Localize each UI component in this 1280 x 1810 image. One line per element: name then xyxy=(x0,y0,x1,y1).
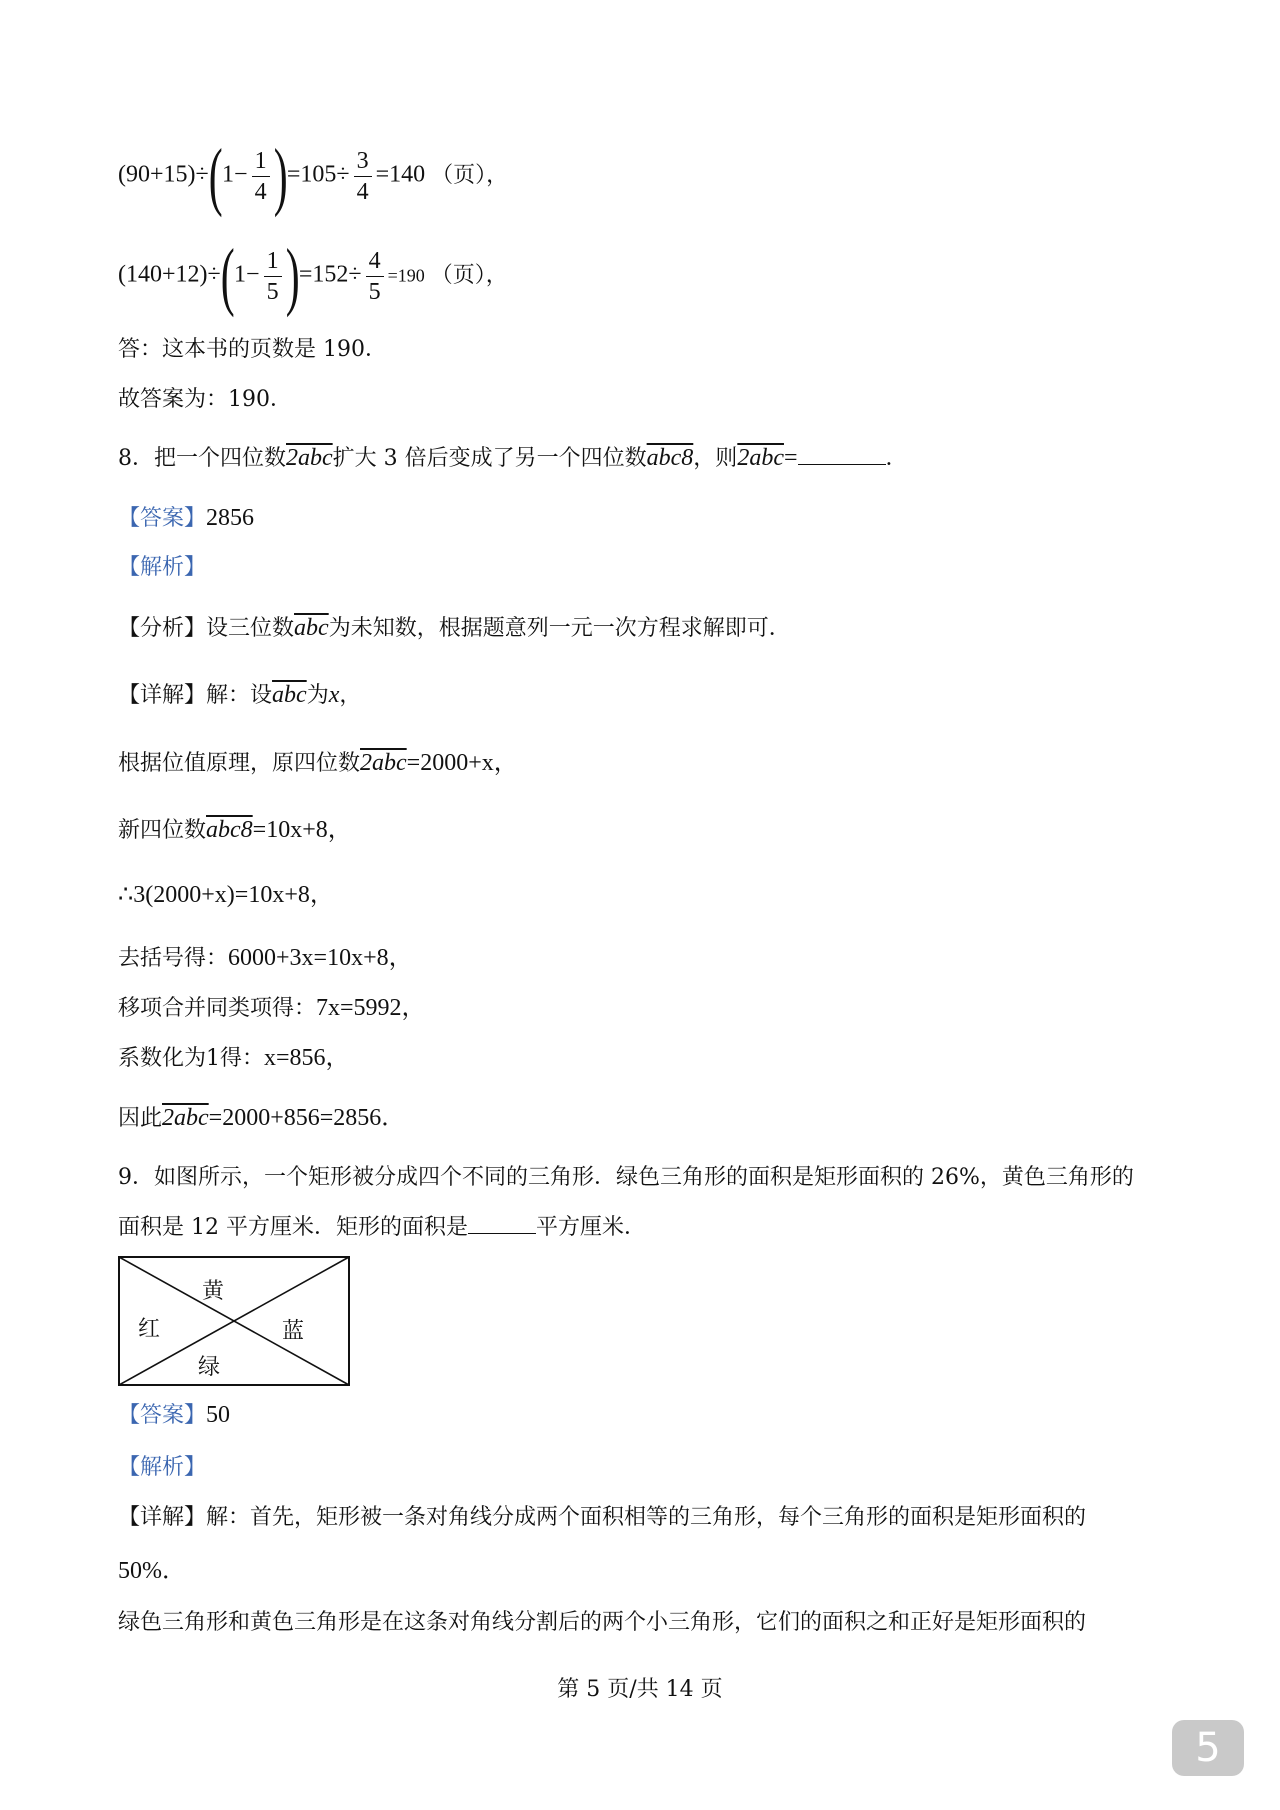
eq1-unit: （页）， xyxy=(431,161,509,187)
eq2-one: 1− xyxy=(234,261,260,288)
q8-step-7: 因此2abc=2000+856=2856． xyxy=(118,1105,406,1131)
question-9-line-1: 9．如图所示，一个矩形被分成四个不同的三角形．绿色三角形的面积是矩形面积的 26%，黄色三角形的 xyxy=(118,1165,1134,1190)
q8-step-4: 去括号得：6000+3x=10x+8， xyxy=(118,945,413,971)
rectangle-triangles-figure xyxy=(118,1256,350,1386)
overline-number: 2abc xyxy=(360,750,407,776)
answer-value: 2856 xyxy=(206,505,255,531)
paren-close: ) xyxy=(273,134,288,218)
overline-number: 2abc xyxy=(737,445,784,471)
fraction: $\frac{1}{5}$ xyxy=(264,246,282,307)
paren-close: ) xyxy=(285,234,300,318)
overline-number: 2abc xyxy=(162,1105,209,1131)
answer-blank xyxy=(798,444,886,465)
equation-1 xyxy=(118,134,509,218)
q9-detail-3: 绿色三角形和黄色三角形是在这条对角线分割后的两个小三角形，它们的面积之和正好是矩形面积的 xyxy=(118,1610,1087,1635)
fraction: $\frac{3}{4}$ xyxy=(354,146,372,207)
answer-line: 答：这本书的页数是 190． xyxy=(118,337,387,362)
overline-number: abc8 xyxy=(646,445,694,471)
eq2-mid: =152÷ xyxy=(298,261,362,288)
final-answer-line: 故答案为：190． xyxy=(118,387,292,412)
question-8: 8．把一个四位数2abc扩大 3 倍后变成了另一个四位数abc8，则2abc= ． xyxy=(118,445,908,471)
fenxi-tag: 【分析】 xyxy=(118,616,207,641)
q9-detail-2: 50%． xyxy=(118,1558,186,1584)
q9-analysis-tag: 【解析】 xyxy=(118,1455,207,1480)
q8-step-6: 系数化为1得：x=856， xyxy=(118,1045,350,1071)
eq2-left: (140+12)÷ xyxy=(118,261,221,288)
overline-number: $\overline{abc}$ xyxy=(294,615,329,641)
q8-step-3: ∴3(2000+x)=10x+8， xyxy=(118,882,334,908)
overline-number: $\overline{abc}$ xyxy=(272,682,307,708)
eq1-mid: =105÷ xyxy=(286,161,350,188)
eq1-one: 1− xyxy=(222,161,248,188)
page-number-badge[interactable]: 5 xyxy=(1172,1720,1244,1776)
label-red: 红 xyxy=(138,1317,161,1342)
detail-tag: 【详解】 xyxy=(118,1505,207,1530)
paren-open: ( xyxy=(220,234,235,318)
label-green: 绿 xyxy=(198,1355,221,1380)
equation-2 xyxy=(118,234,508,318)
label-yellow: 黄 xyxy=(202,1279,225,1304)
overline-number: abc8 xyxy=(206,817,253,843)
detail-tag: 【详解】 xyxy=(118,683,207,708)
eq1-left: (90+15)÷ xyxy=(118,161,209,188)
answer-tag: 【答案】 xyxy=(118,1403,207,1428)
fraction: $\frac{4}{5}$ xyxy=(366,246,384,307)
eq1-result: =140 xyxy=(375,161,426,188)
eq2-result: =190 xyxy=(387,265,425,286)
answer-blank xyxy=(468,1213,536,1234)
q9-detail-1: 【详解】解：首先，矩形被一条对角线分成两个面积相等的三角形，每个三角形的面积是矩形面积的 xyxy=(118,1505,1087,1530)
q8-step-5: 移项合并同类项得：7x=5992， xyxy=(118,995,426,1021)
label-blue: 蓝 xyxy=(282,1319,305,1344)
q8-step-1: 根据位值原理，原四位数2abc=2000+x， xyxy=(118,750,518,776)
paren-open: ( xyxy=(208,134,223,218)
q8-fenxi: 【分析】设三位数$\overline{abc}$为未知数，根据题意列一元一次方程求解即可． xyxy=(118,615,791,641)
eq2-unit: （页）， xyxy=(430,261,508,287)
question-9-line-2: 面积是 12 平方厘米．矩形的面积是 平方厘米． xyxy=(118,1215,646,1240)
q8-detail: 【详解】解：设$\overline{abc}$为x， xyxy=(118,682,362,708)
overline-number: 2abc xyxy=(286,445,333,471)
q9-answer xyxy=(118,1400,230,1431)
answer-value: 50 xyxy=(206,1402,231,1428)
page-footer: 第 5 页/共 14 页 xyxy=(557,1677,723,1702)
q8-answer xyxy=(118,503,254,534)
answer-tag: 【答案】 xyxy=(118,506,207,531)
q8-analysis-tag: 【解析】 xyxy=(118,555,207,580)
q8-step-2: 新四位数abc8=10x+8， xyxy=(118,817,352,843)
fraction: $\frac{1}{4}$ xyxy=(252,146,270,207)
